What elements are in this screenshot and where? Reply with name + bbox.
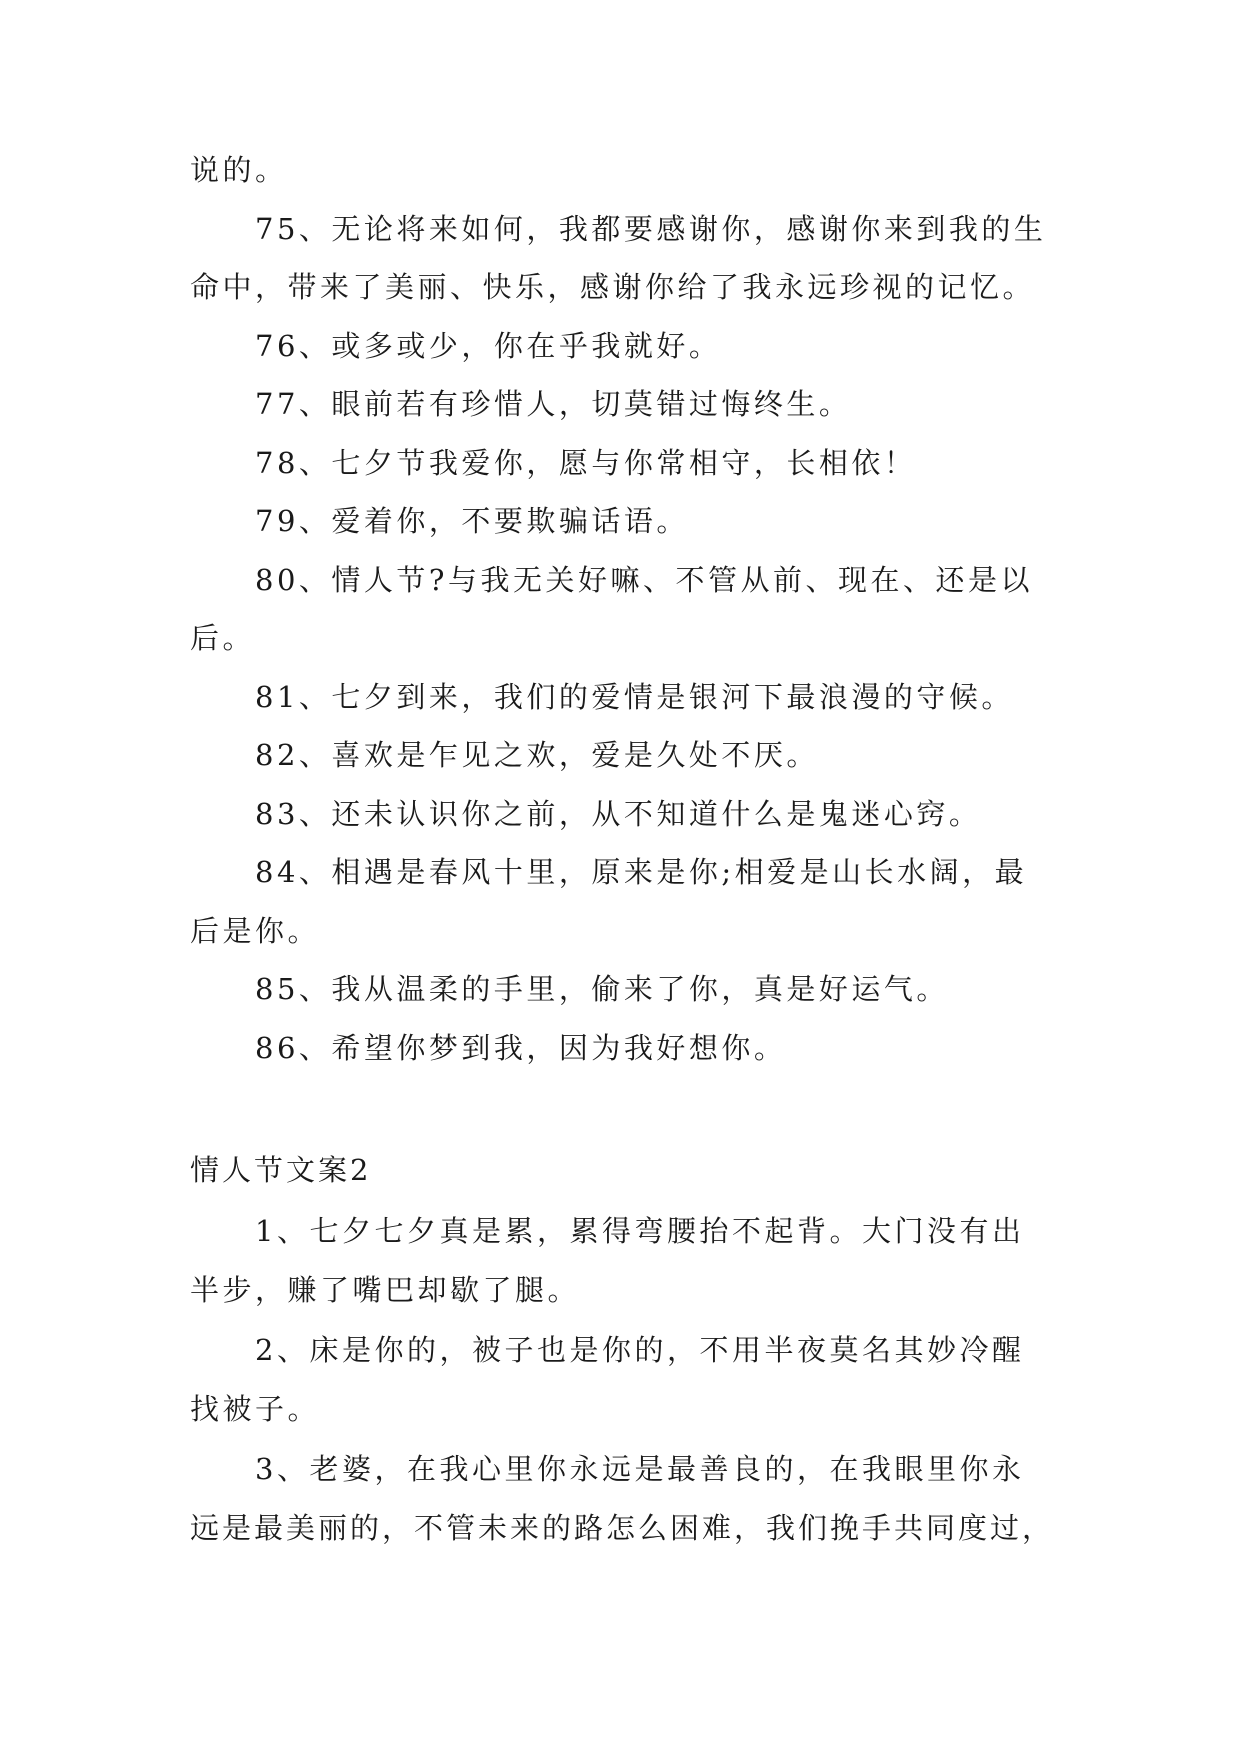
list-item-2: 2、床是你的，被子也是你的，不用半夜莫名其妙冷醒 — [255, 1333, 1025, 1367]
text-line: 找被子。 — [190, 1392, 321, 1426]
list-item-84: 84、相遇是春风十里，原来是你;相爱是山长水阔，最 — [255, 855, 1028, 889]
text-line: 说的。 — [190, 153, 288, 187]
list-item-78: 78、七夕节我爱你，愿与你常相守，长相依！ — [255, 446, 917, 480]
text-line: 后是你。 — [190, 914, 321, 948]
list-item-77: 77、眼前若有珍惜人，切莫错过悔终生。 — [255, 387, 852, 421]
text-line: 远是最美丽的，不管未来的路怎么困难，我们挽手共同度过， — [190, 1511, 1055, 1545]
list-item-3: 3、老婆，在我心里你永远是最善良的，在我眼里你永 — [255, 1452, 1025, 1486]
list-item-76: 76、或多或少，你在乎我就好。 — [255, 329, 722, 363]
list-item-1: 1、七夕七夕真是累，累得弯腰抬不起背。大门没有出 — [255, 1214, 1025, 1248]
list-item-85: 85、我从温柔的手里，偷来了你，真是好运气。 — [255, 972, 949, 1006]
list-item-83: 83、还未认识你之前，从不知道什么是鬼迷心窍。 — [255, 797, 982, 831]
text-line: 后。 — [190, 621, 256, 655]
list-item-86: 86、希望你梦到我，因为我好想你。 — [255, 1031, 787, 1065]
list-item-82: 82、喜欢是乍见之欢，爱是久处不厌。 — [255, 738, 819, 772]
list-item-80: 80、情人节?与我无关好嘛、不管从前、现在、还是以 — [255, 563, 1033, 597]
text-line: 命中，带来了美丽、快乐，感谢你给了我永远珍视的记忆。 — [190, 270, 1036, 304]
list-item-75: 75、无论将来如何，我都要感谢你，感谢你来到我的生 — [255, 212, 1047, 246]
list-item-79: 79、爱着你，不要欺骗话语。 — [255, 504, 689, 538]
text-line: 半步，赚了嘴巴却歇了腿。 — [190, 1273, 581, 1307]
section-heading: 情人节文案2 — [190, 1153, 372, 1187]
list-item-81: 81、七夕到来，我们的爱情是银河下最浪漫的守候。 — [255, 680, 1014, 714]
